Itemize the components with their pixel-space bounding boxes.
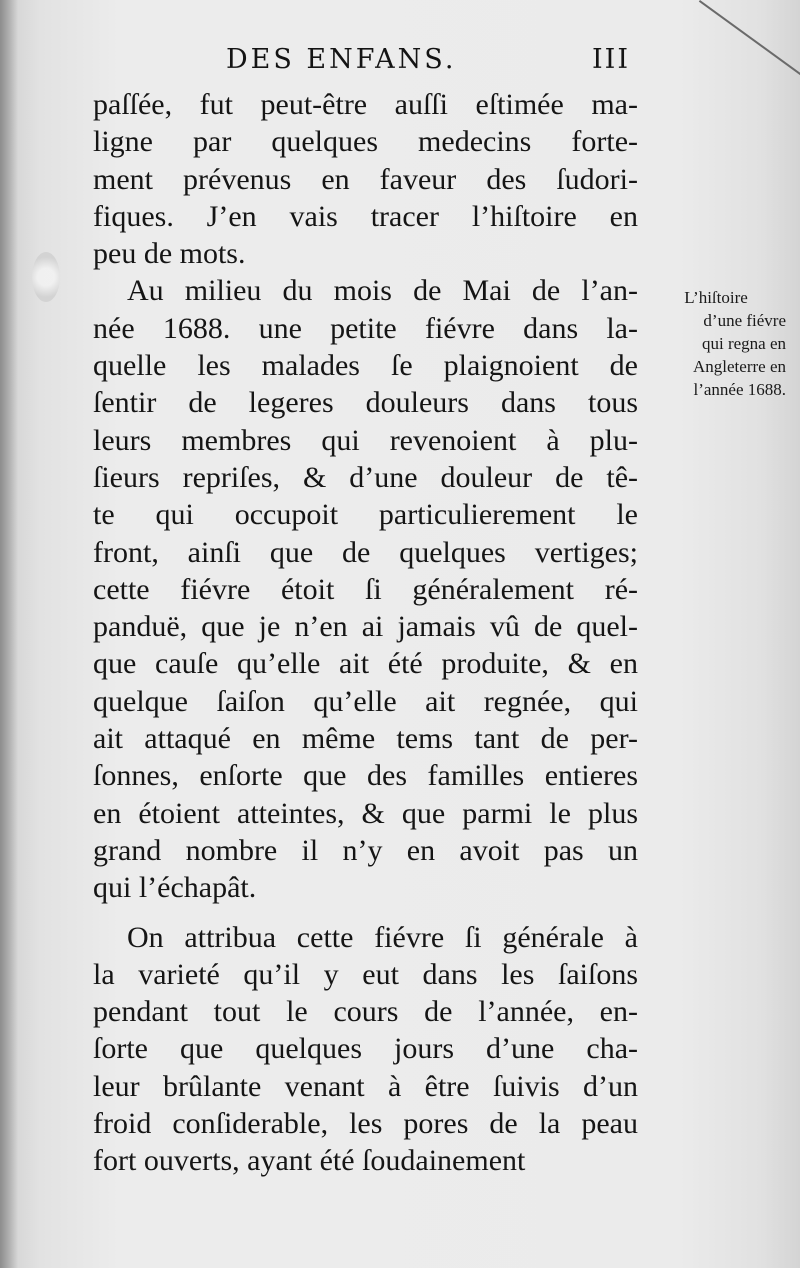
text-line: leur brûlante venant à être ſuivis d’un (93, 1069, 638, 1103)
page-corner-fold-line (699, 0, 800, 78)
paragraph (93, 86, 638, 272)
spine-shadow (0, 0, 18, 1268)
text-line: froid conſiderable, les pores de la peau (93, 1107, 638, 1141)
text-line: ſentir de legeres douleurs dans tous (93, 386, 638, 420)
paper-blot (32, 252, 60, 302)
text-line: ſonnes, enſorte que des familles entieres (93, 759, 638, 793)
text-line: paſſée, fut peut-être auſſi eſtimée ma- (93, 88, 638, 121)
text-line: quelque ſaiſon qu’elle ait regnée, qui (93, 684, 638, 718)
margin-note-line: l’année 1688. (693, 380, 786, 399)
text-line: ait attaqué en même tems tant de per- (93, 722, 638, 756)
text-line: ment prévenus en faveur des ſudori- (93, 162, 638, 196)
text-line: grand nombre il n’y en avoit pas un (93, 833, 638, 867)
margin-note (646, 286, 786, 401)
text-line: née 1688. une petite fiévre dans la- (93, 311, 638, 345)
margin-note-line: d’une fiévre (703, 311, 786, 330)
text-line: que cauſe qu’elle ait été produite, & en (93, 647, 638, 681)
text-line: panduë, que je n’en ai jamais vû de quel- (93, 610, 638, 644)
paragraph (93, 272, 638, 906)
body-text (93, 86, 638, 1180)
margin-note-line: qui regna en (701, 334, 786, 353)
text-line: ſieurs repriſes, & d’une douleur de tê- (93, 460, 638, 494)
text-line: fiques. J’en vais tracer l’hiſtoire en (93, 199, 638, 233)
paragraph (93, 919, 638, 1180)
text-line: la varieté qu’il y eut dans les ſaiſons (93, 957, 638, 991)
text-line: Au milieu du mois de Mai de l’an- (127, 274, 638, 308)
text-line: front, ainſi que de quelques vertiges; (93, 535, 638, 569)
paragraph-gap (93, 907, 638, 919)
text-line: te qui occupoit particulierement le (93, 498, 638, 532)
margin-note-line: Angleterre en (693, 357, 786, 376)
text-line: peu de mots. (93, 237, 246, 271)
page-header (96, 44, 636, 84)
margin-note-line: L’hiſtoire (684, 288, 748, 307)
text-line: quelle les malades ſe plaignoient de (93, 349, 638, 383)
running-title: DES ENFANS. (226, 44, 457, 75)
text-line: qui l’échapât. (93, 871, 257, 905)
text-line: leurs membres qui revenoient à plu- (93, 423, 638, 457)
page-number: III (592, 44, 630, 75)
text-line: fort ouverts, ayant été ſoudainement (93, 1144, 526, 1178)
text-line: ſorte que quelques jours d’une cha- (93, 1032, 638, 1066)
text-line: ligne par quelques medecins forte- (93, 125, 638, 159)
text-line: en étoient atteintes, & que parmi le plus (93, 796, 638, 830)
text-line: pendant tout le cours de l’année, en- (93, 995, 638, 1029)
text-line: On attribua cette fiévre ſi générale à (127, 920, 638, 954)
text-line: cette fiévre étoit ſi généralement ré- (93, 572, 638, 606)
